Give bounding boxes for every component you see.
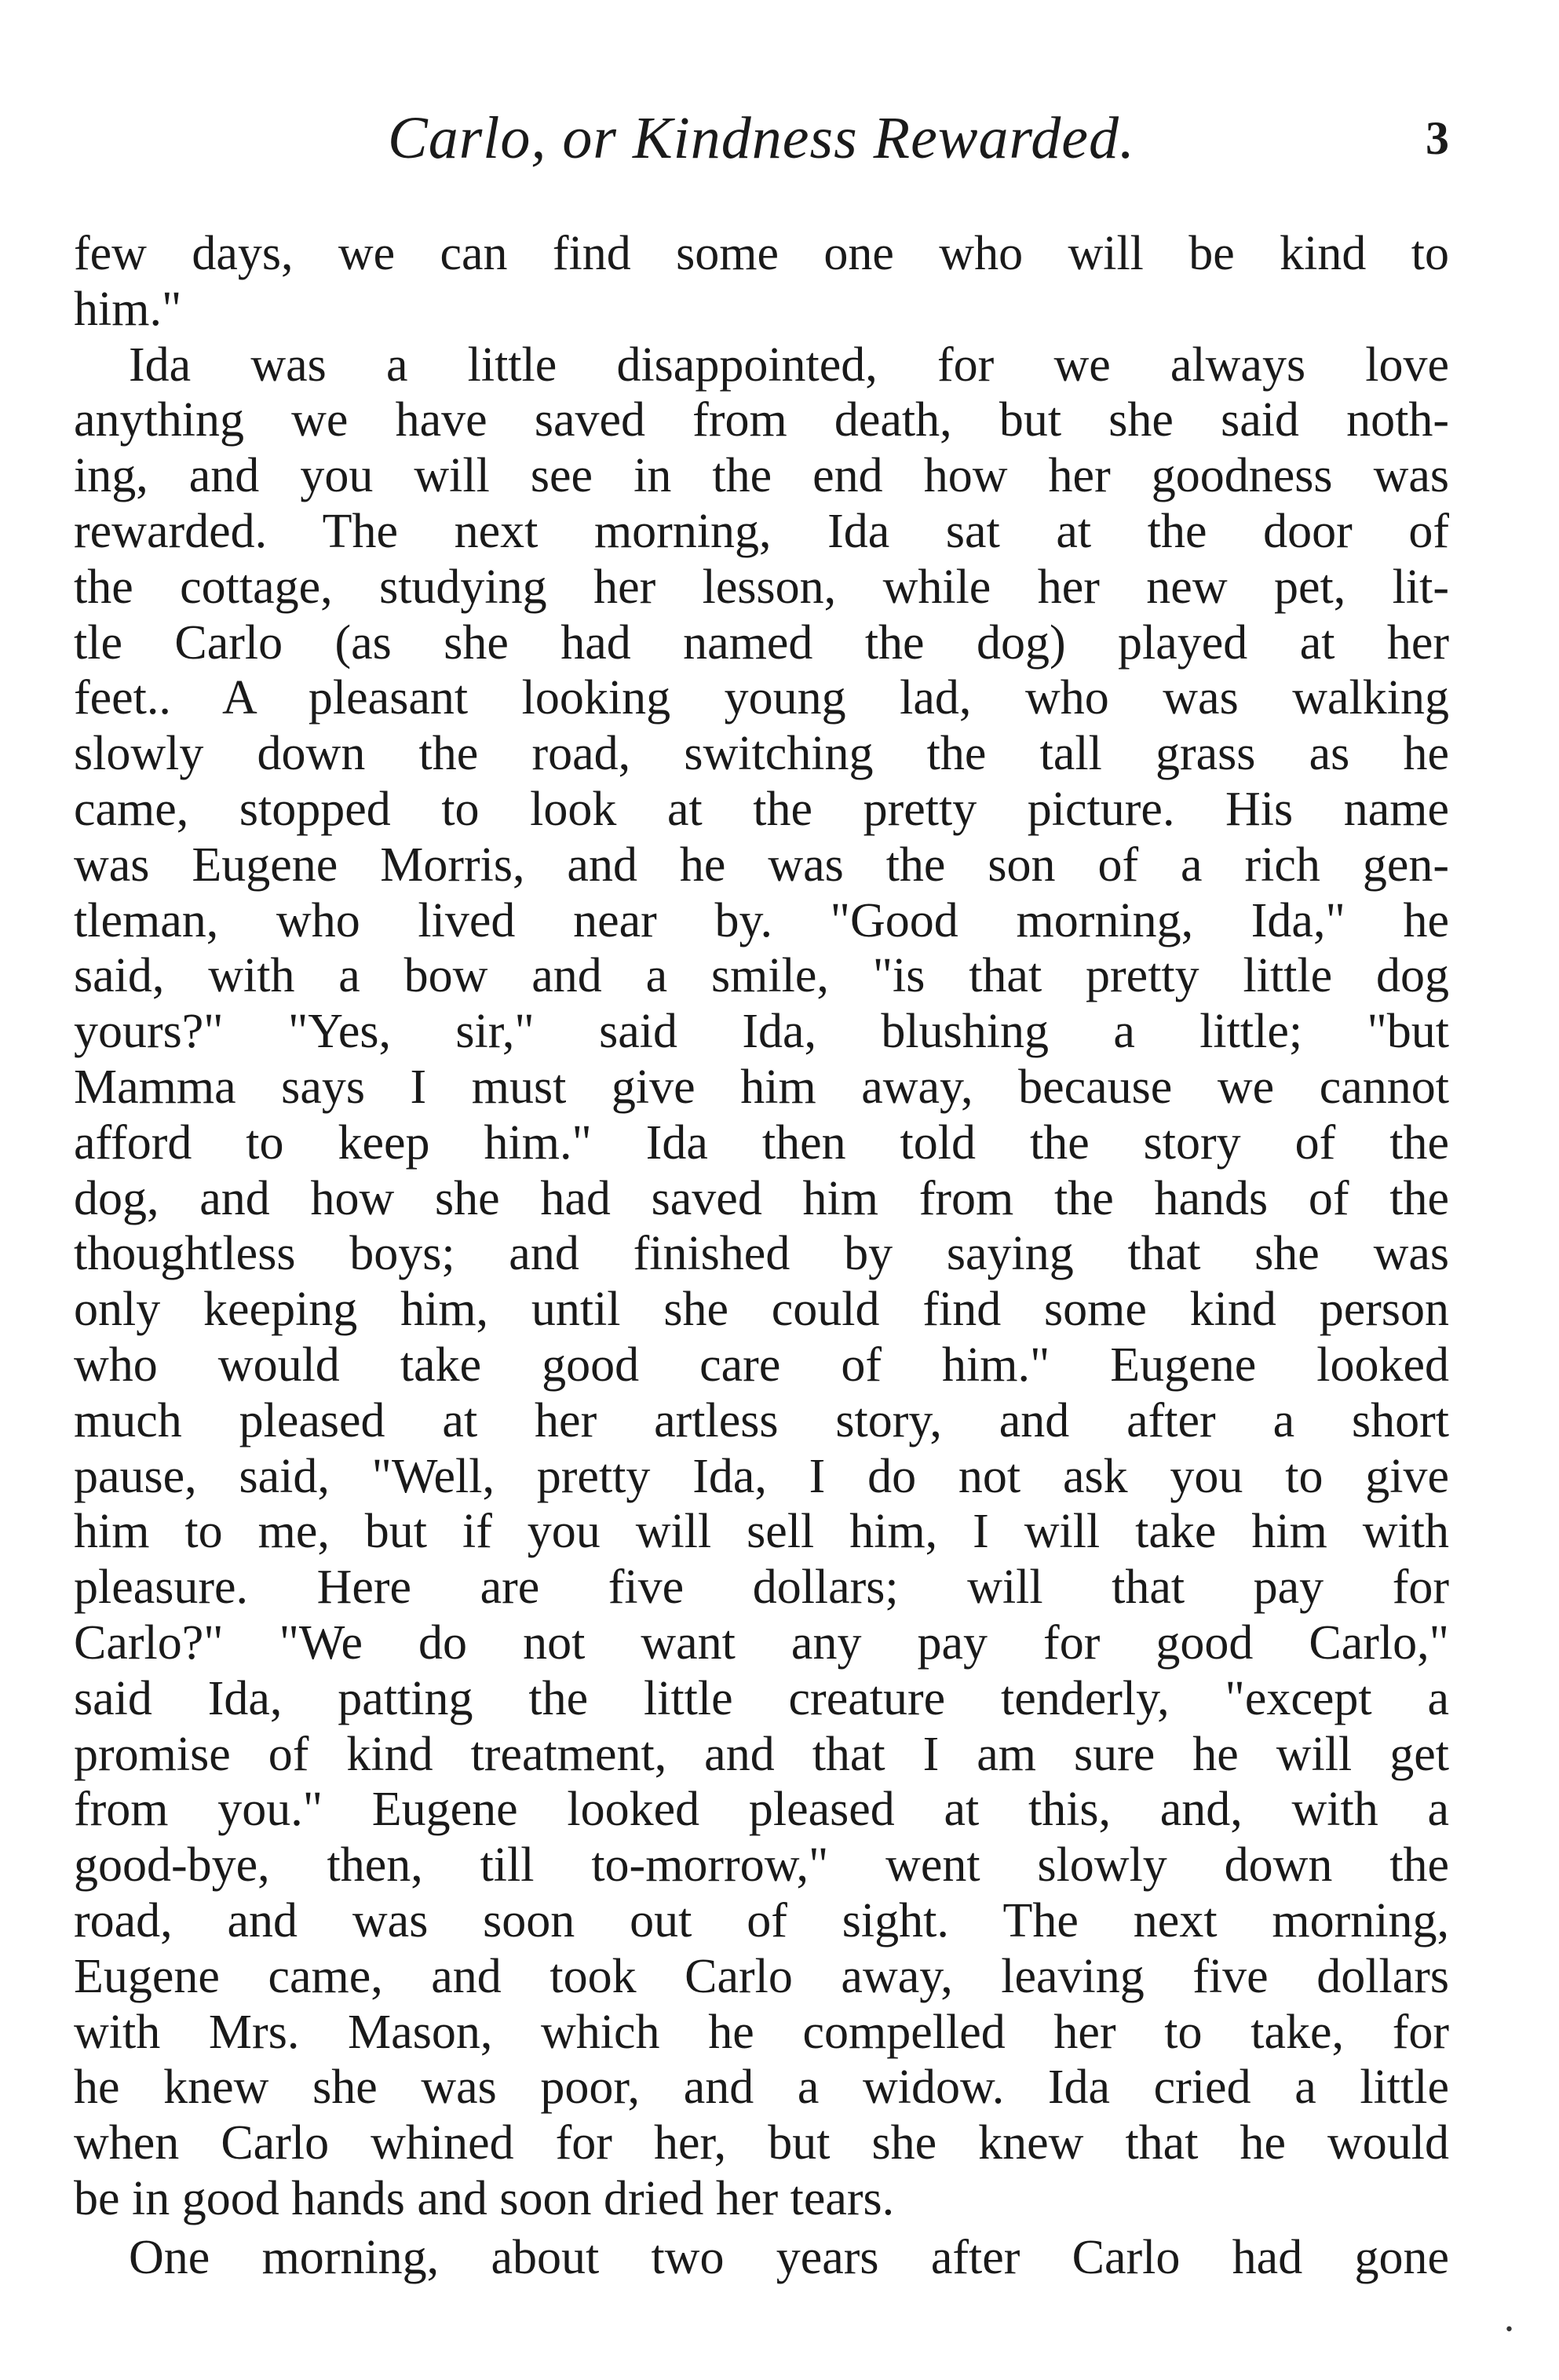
print-speck: • xyxy=(1504,2320,1514,2340)
text-line: thoughtless boys; and finished by saying that she was xyxy=(74,1227,1449,1281)
text-line: said Ida, patting the little creature tenderly, "except a xyxy=(74,1671,1449,1725)
text-line: anything we have saved from death, but she said noth- xyxy=(74,393,1449,447)
text-line: pleasure. Here are five dollars; will that pay for xyxy=(74,1561,1449,1615)
text-line: Ida was a little disappointed, for we always love xyxy=(129,338,1449,392)
text-line: promise of kind treatment, and that I am sure he will get xyxy=(74,1727,1449,1781)
text-line: much pleased at her artless story, and after a short xyxy=(74,1393,1449,1447)
text-line: tleman, who lived near by. "Good morning, Ida," he xyxy=(74,893,1449,947)
text-line: Carlo?" "We do not want any pay for good Carlo," xyxy=(74,1615,1449,1670)
paragraph-continuation xyxy=(74,226,1449,338)
text-line: road, and was soon out of sight. The next morning, xyxy=(74,1893,1449,1947)
text-line: afford to keep him." Ida then told the story of the xyxy=(74,1115,1449,1170)
text-line: he knew she was poor, and a widow. Ida cried a little xyxy=(74,2061,1449,2115)
text-line: Mamma says I must give him away, because we cannot xyxy=(74,1060,1449,1114)
text-line: only keeping him, until she could find some kind person xyxy=(74,1283,1449,1337)
page-number: 3 xyxy=(1426,112,1449,164)
text-line: good-bye, then, till to-morrow," went slowly down the xyxy=(74,1838,1449,1893)
text-line: with Mrs. Mason, which he compelled her to take, for xyxy=(74,2005,1449,2059)
text-line: was Eugene Morris, and he was the son of a rich gen- xyxy=(74,838,1449,892)
text-line: him." xyxy=(74,282,182,336)
text-line: One morning, about two years after Carlo had gone xyxy=(129,2230,1449,2284)
text-line: ing, and you will see in the end how her goodness was xyxy=(74,449,1449,503)
text-line: from you." Eugene looked pleased at this, and, with a xyxy=(74,1783,1449,1837)
text-line: slowly down the road, switching the tall grass as he xyxy=(74,727,1449,781)
text-line: feet.. A pleasant looking young lad, who was walking xyxy=(74,671,1449,725)
text-line: few days, we can find some one who will be kind to xyxy=(74,227,1449,280)
text-line: rewarded. The next morning, Ida sat at the door of xyxy=(74,504,1449,558)
text-line: the cottage, studying her lesson, while her new pet, lit- xyxy=(74,560,1449,614)
text-line: dog, and how she had saved him from the hands of the xyxy=(74,1171,1449,1225)
text-line: said, with a bow and a smile, "is that pretty little dog xyxy=(74,949,1449,1003)
text-line: pause, said, "Well, pretty Ida, I do not ask you to give xyxy=(74,1449,1449,1503)
text-line: tle Carlo (as she had named the dog) played at her xyxy=(74,615,1449,670)
paragraph-ida-and-eugene xyxy=(74,338,1449,2227)
running-title: Carlo, or Kindness Rewarded. xyxy=(388,105,1135,171)
paragraph-two-years-later xyxy=(74,2230,1449,2286)
text-line: yours?" "Yes, sir," said Ida, blushing a little; "but xyxy=(74,1005,1449,1059)
text-line: be in good hands and soon dried her tears. xyxy=(74,2171,895,2225)
text-line: when Carlo whined for her, but she knew that he would xyxy=(74,2116,1449,2170)
body-text xyxy=(74,226,1449,2285)
text-line: Eugene came, and took Carlo away, leaving five dollars xyxy=(74,1949,1449,2003)
text-line: who would take good care of him." Eugene looked xyxy=(74,1338,1449,1392)
text-line: him to me, but if you will sell him, I will take him with xyxy=(74,1505,1449,1559)
running-head xyxy=(74,100,1449,176)
text-line: came, stopped to look at the pretty picture. His name xyxy=(74,782,1449,836)
